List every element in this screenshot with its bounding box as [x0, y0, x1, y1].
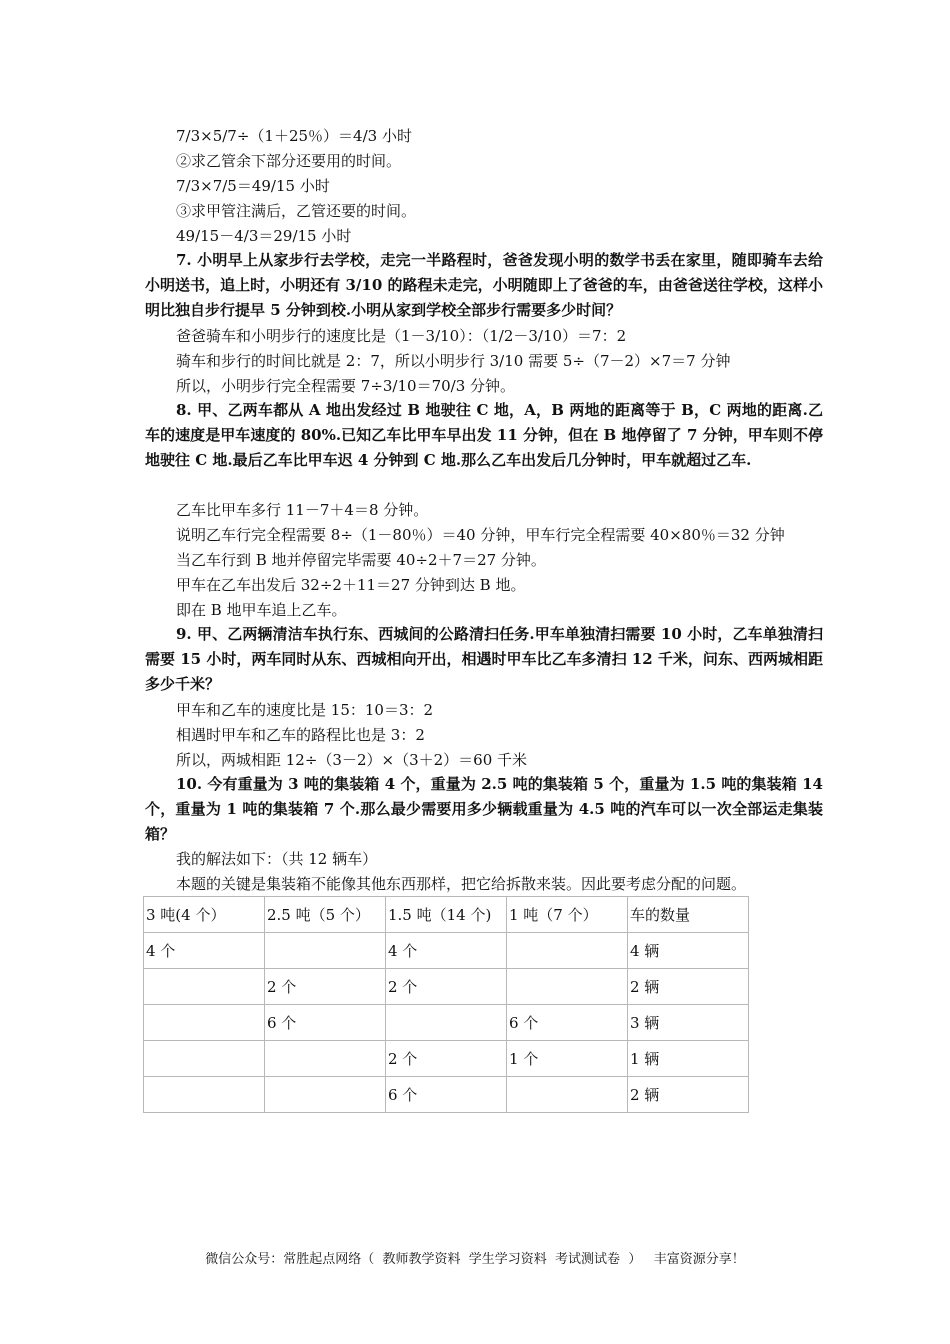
table-header-cell: 2.5 吨（5 个）: [265, 897, 386, 933]
table-row: [144, 969, 749, 1005]
answer-line: 我的解法如下：（共 12 辆车）: [176, 850, 378, 868]
question-7: 7. 小明早上从家步行去学校，走完一半路程时，爸爸发现小明的数学书丢在家里，随即骑车去给小明送书，追上时，小明还有 3/10 的路程未走完，小明随即上了爸爸的车，由爸爸送往学校，这样小明比独自步行提早 5 分钟到校.小明从家到学校全部步行需要多少时间？: [145, 251, 823, 319]
answer-line: 所以，小明步行完全程需要 7÷3/10＝70/3 分钟。: [176, 377, 516, 395]
table-cell: [265, 1077, 386, 1113]
answer-line: 甲车和乙车的速度比是 15：10＝3：2: [176, 701, 434, 719]
table-header-cell: 3 吨(4 个）: [144, 897, 265, 933]
table-row: [144, 933, 749, 969]
table-cell: 4 辆: [628, 933, 749, 969]
table-cell: 4 个: [144, 933, 265, 969]
allocation-table: [143, 896, 749, 1113]
table-cell: [265, 1041, 386, 1077]
table-cell: 2 个: [265, 969, 386, 1005]
table-row: [144, 1077, 749, 1113]
table-cell: 2 个: [386, 969, 507, 1005]
table-header-cell: 车的数量: [628, 897, 749, 933]
table-cell: [265, 933, 386, 969]
table-cell: 1 个: [507, 1041, 628, 1077]
answer-line: 说明乙车行完全程需要 8÷（1－80％）＝40 分钟，甲车行完全程需要 40×80％＝32 分钟: [176, 526, 785, 544]
table-cell: [507, 969, 628, 1005]
table-cell: [507, 1077, 628, 1113]
question-8: 8. 甲、乙两车都从 A 地出发经过 B 地驶往 C 地，A，B 两地的距离等于 B，C 两地的距离.乙车的速度是甲车速度的 80%.已知乙车比甲车早出发 11 分钟，但在 B 地停留了 7 分钟，甲车则不停地驶往 C 地.最后乙车比甲车迟 4 分钟到 C 地.那么乙车出发后几分钟时，甲车就超过乙车.: [145, 401, 823, 469]
table-row: [144, 1041, 749, 1077]
answer-line: 即在 B 地甲车追上乙车。: [176, 601, 347, 619]
answer-line: 甲车在乙车出发后 32÷2＋11＝27 分钟到达 B 地。: [176, 576, 526, 594]
table-header-cell: 1.5 吨（14 个): [386, 897, 507, 933]
table-cell: 6 个: [507, 1005, 628, 1041]
table-cell: 6 个: [265, 1005, 386, 1041]
table-row: [144, 1005, 749, 1041]
table-header-cell: 1 吨（7 个）: [507, 897, 628, 933]
table-cell: [507, 933, 628, 969]
table-cell: 3 辆: [628, 1005, 749, 1041]
answer-line: 49/15－4/3＝29/15 小时: [176, 227, 352, 245]
answer-line: 相遇时甲车和乙车的路程比也是 3：2: [176, 726, 425, 744]
table-cell: 4 个: [386, 933, 507, 969]
answer-line: 7/3×5/7÷（1＋25％）＝4/3 小时: [176, 127, 412, 145]
table-cell: [144, 1005, 265, 1041]
answer-line: 乙车比甲车多行 11－7＋4＝8 分钟。: [176, 501, 429, 519]
question-9: 9. 甲、乙两辆清洁车执行东、西城间的公路清扫任务.甲车单独清扫需要 10 小时，乙车单独清扫需要 15 小时，两车同时从东、西城相向开出，相遇时甲车比乙车多清扫 12 千米，问东、西两城相距多少千米？: [145, 625, 823, 693]
table-cell: 1 辆: [628, 1041, 749, 1077]
question-10: 10. 今有重量为 3 吨的集装箱 4 个，重量为 2.5 吨的集装箱 5 个，重量为 1.5 吨的集装箱 14 个，重量为 1 吨的集装箱 7 个.那么最少需要用多少辆载重量为 4.5 吨的汽车可以一次全部运走集装箱？: [145, 775, 823, 843]
answer-line: ②求乙管余下部分还要用的时间。: [176, 152, 402, 170]
table-cell: 2 辆: [628, 1077, 749, 1113]
answer-line: 7/3×7/5＝49/15 小时: [176, 177, 330, 195]
answer-line: 爸爸骑车和小明步行的速度比是（1－3/10）：（1/2－3/10）＝7：2: [176, 327, 627, 345]
table-cell: [386, 1005, 507, 1041]
answer-line: 所以，两城相距 12÷（3－2）×（3＋2）＝60 千米: [176, 751, 528, 769]
table-cell: [144, 1041, 265, 1077]
answer-line: 骑车和步行的时间比就是 2：7，所以小明步行 3/10 需要 5÷（7－2）×7＝7 分钟: [176, 352, 731, 370]
table-cell: 2 个: [386, 1041, 507, 1077]
table-cell: [144, 1077, 265, 1113]
answer-line: 当乙车行到 B 地并停留完毕需要 40÷2＋7＝27 分钟。: [176, 551, 546, 569]
page-footer: 微信公众号：常胜起点网络（ 教师教学资料 学生学习资料 考试测试卷 ） 丰富资源分享！: [205, 1252, 745, 1267]
answer-line: 本题的关键是集装箱不能像其他东西那样，把它给拆散来装。因此要考虑分配的问题。: [176, 875, 747, 893]
table-cell: [144, 969, 265, 1005]
answer-line: ③求甲管注满后，乙管还要的时间。: [176, 202, 417, 220]
table-header-row: [144, 897, 749, 933]
table-cell: 2 辆: [628, 969, 749, 1005]
table-cell: 6 个: [386, 1077, 507, 1113]
